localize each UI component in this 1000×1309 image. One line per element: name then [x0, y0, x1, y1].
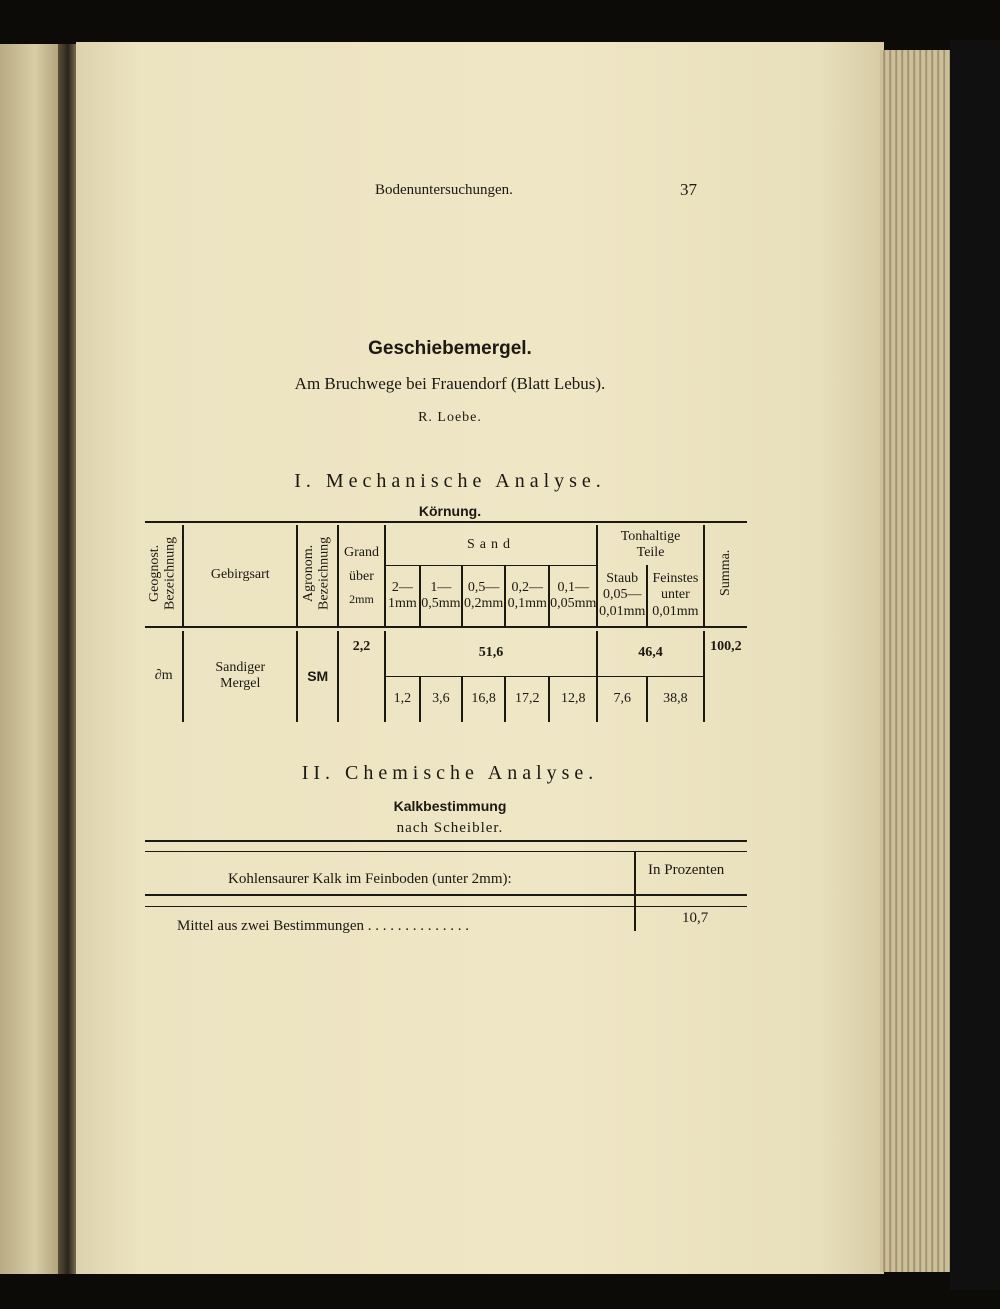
- cell-summa: 100,2: [704, 631, 747, 722]
- col-agronom: [297, 525, 338, 627]
- author-line: R. Loebe.: [418, 410, 482, 425]
- cell-sand-3: 16,8: [462, 676, 506, 722]
- chem-col-label: Kohlensaurer Kalk im Feinboden (unter 2mm):: [228, 871, 512, 887]
- section-chemische-analyse: II. Chemische Analyse.: [301, 762, 599, 784]
- cell-agronom: SM: [297, 631, 338, 722]
- col-grand: [338, 525, 384, 627]
- col-feinstes: Feinstes unter 0,01mm: [647, 565, 704, 627]
- col-grand-l2: über: [349, 568, 374, 584]
- cell-sand-5: 12,8: [549, 676, 597, 722]
- col-summa: [704, 525, 747, 627]
- chem-row-value: 10,7: [682, 910, 709, 926]
- chem-top-rule: [145, 840, 747, 842]
- chem-mid-rule-2: [145, 906, 747, 907]
- cell-gebirgsart: Sandiger Mergel: [183, 631, 297, 722]
- col-sand: Sand: [385, 525, 598, 565]
- chem-row-label: Mittel aus zwei Bestimmungen . . . . . . . . . . . . . .: [177, 918, 470, 934]
- page-edges: [880, 50, 950, 1272]
- method-line: nach Scheibler.: [396, 820, 504, 836]
- col-geognost-label: Geognost. Bezeichnung: [146, 536, 178, 610]
- col-tonhaltige: Tonhaltige Teile: [597, 525, 703, 565]
- col-sand-2: 1— 0,5mm: [420, 565, 462, 627]
- subheading-koernung: Körnung.: [418, 503, 482, 519]
- book-cover-edge: [950, 40, 1000, 1290]
- col-summa-label: Summa.: [718, 549, 734, 597]
- cell-geognost: ∂m: [154, 668, 173, 684]
- page-title: Geschiebemergel.: [368, 338, 532, 359]
- chem-top-rule-2: [145, 851, 747, 852]
- chem-mid-rule: [145, 894, 747, 896]
- cell-sand-2: 3,6: [420, 676, 462, 722]
- cell-sand-total: 51,6: [385, 631, 598, 676]
- col-sand-3: 0,5— 0,2mm: [462, 565, 506, 627]
- page-number: 37: [680, 180, 697, 199]
- subheading-kalkbestimmung: Kalkbestimmung: [393, 798, 507, 814]
- mechanical-analysis-table: [145, 525, 747, 722]
- section-mechanische-analyse: I. Mechanische Analyse.: [294, 470, 606, 492]
- cell-sand-1: 1,2: [385, 676, 420, 722]
- chem-column-divider: [634, 851, 636, 931]
- running-title: Bodenuntersuchungen.: [375, 182, 513, 198]
- cell-staub: 7,6: [597, 676, 647, 722]
- cell-grand: 2,2: [338, 631, 384, 722]
- col-grand-l3: 2mm: [349, 591, 374, 606]
- table-top-rule: [145, 521, 747, 523]
- col-grand-l1: Grand: [343, 544, 379, 560]
- col-gebirgsart: Gebirgsart: [183, 525, 297, 627]
- col-agronom-label: Agronom. Bezeichnung: [300, 536, 332, 610]
- book-gutter: [58, 44, 78, 1274]
- cell-ton-total: 46,4: [597, 631, 703, 676]
- col-geognost: [145, 525, 183, 627]
- col-sand-4: 0,2— 0,1mm: [505, 565, 549, 627]
- col-sand-5: 0,1— 0,05mm: [549, 565, 597, 627]
- location-line: Am Bruchwege bei Frauendorf (Blatt Lebus).: [294, 374, 606, 393]
- col-staub: Staub 0,05— 0,01mm: [597, 565, 647, 627]
- left-page-edge: [0, 44, 58, 1274]
- cell-sand-4: 17,2: [505, 676, 549, 722]
- cell-feinstes: 38,8: [647, 676, 704, 722]
- chem-col-unit: In Prozenten: [648, 862, 725, 878]
- col-sand-1: 2— 1mm: [385, 565, 420, 627]
